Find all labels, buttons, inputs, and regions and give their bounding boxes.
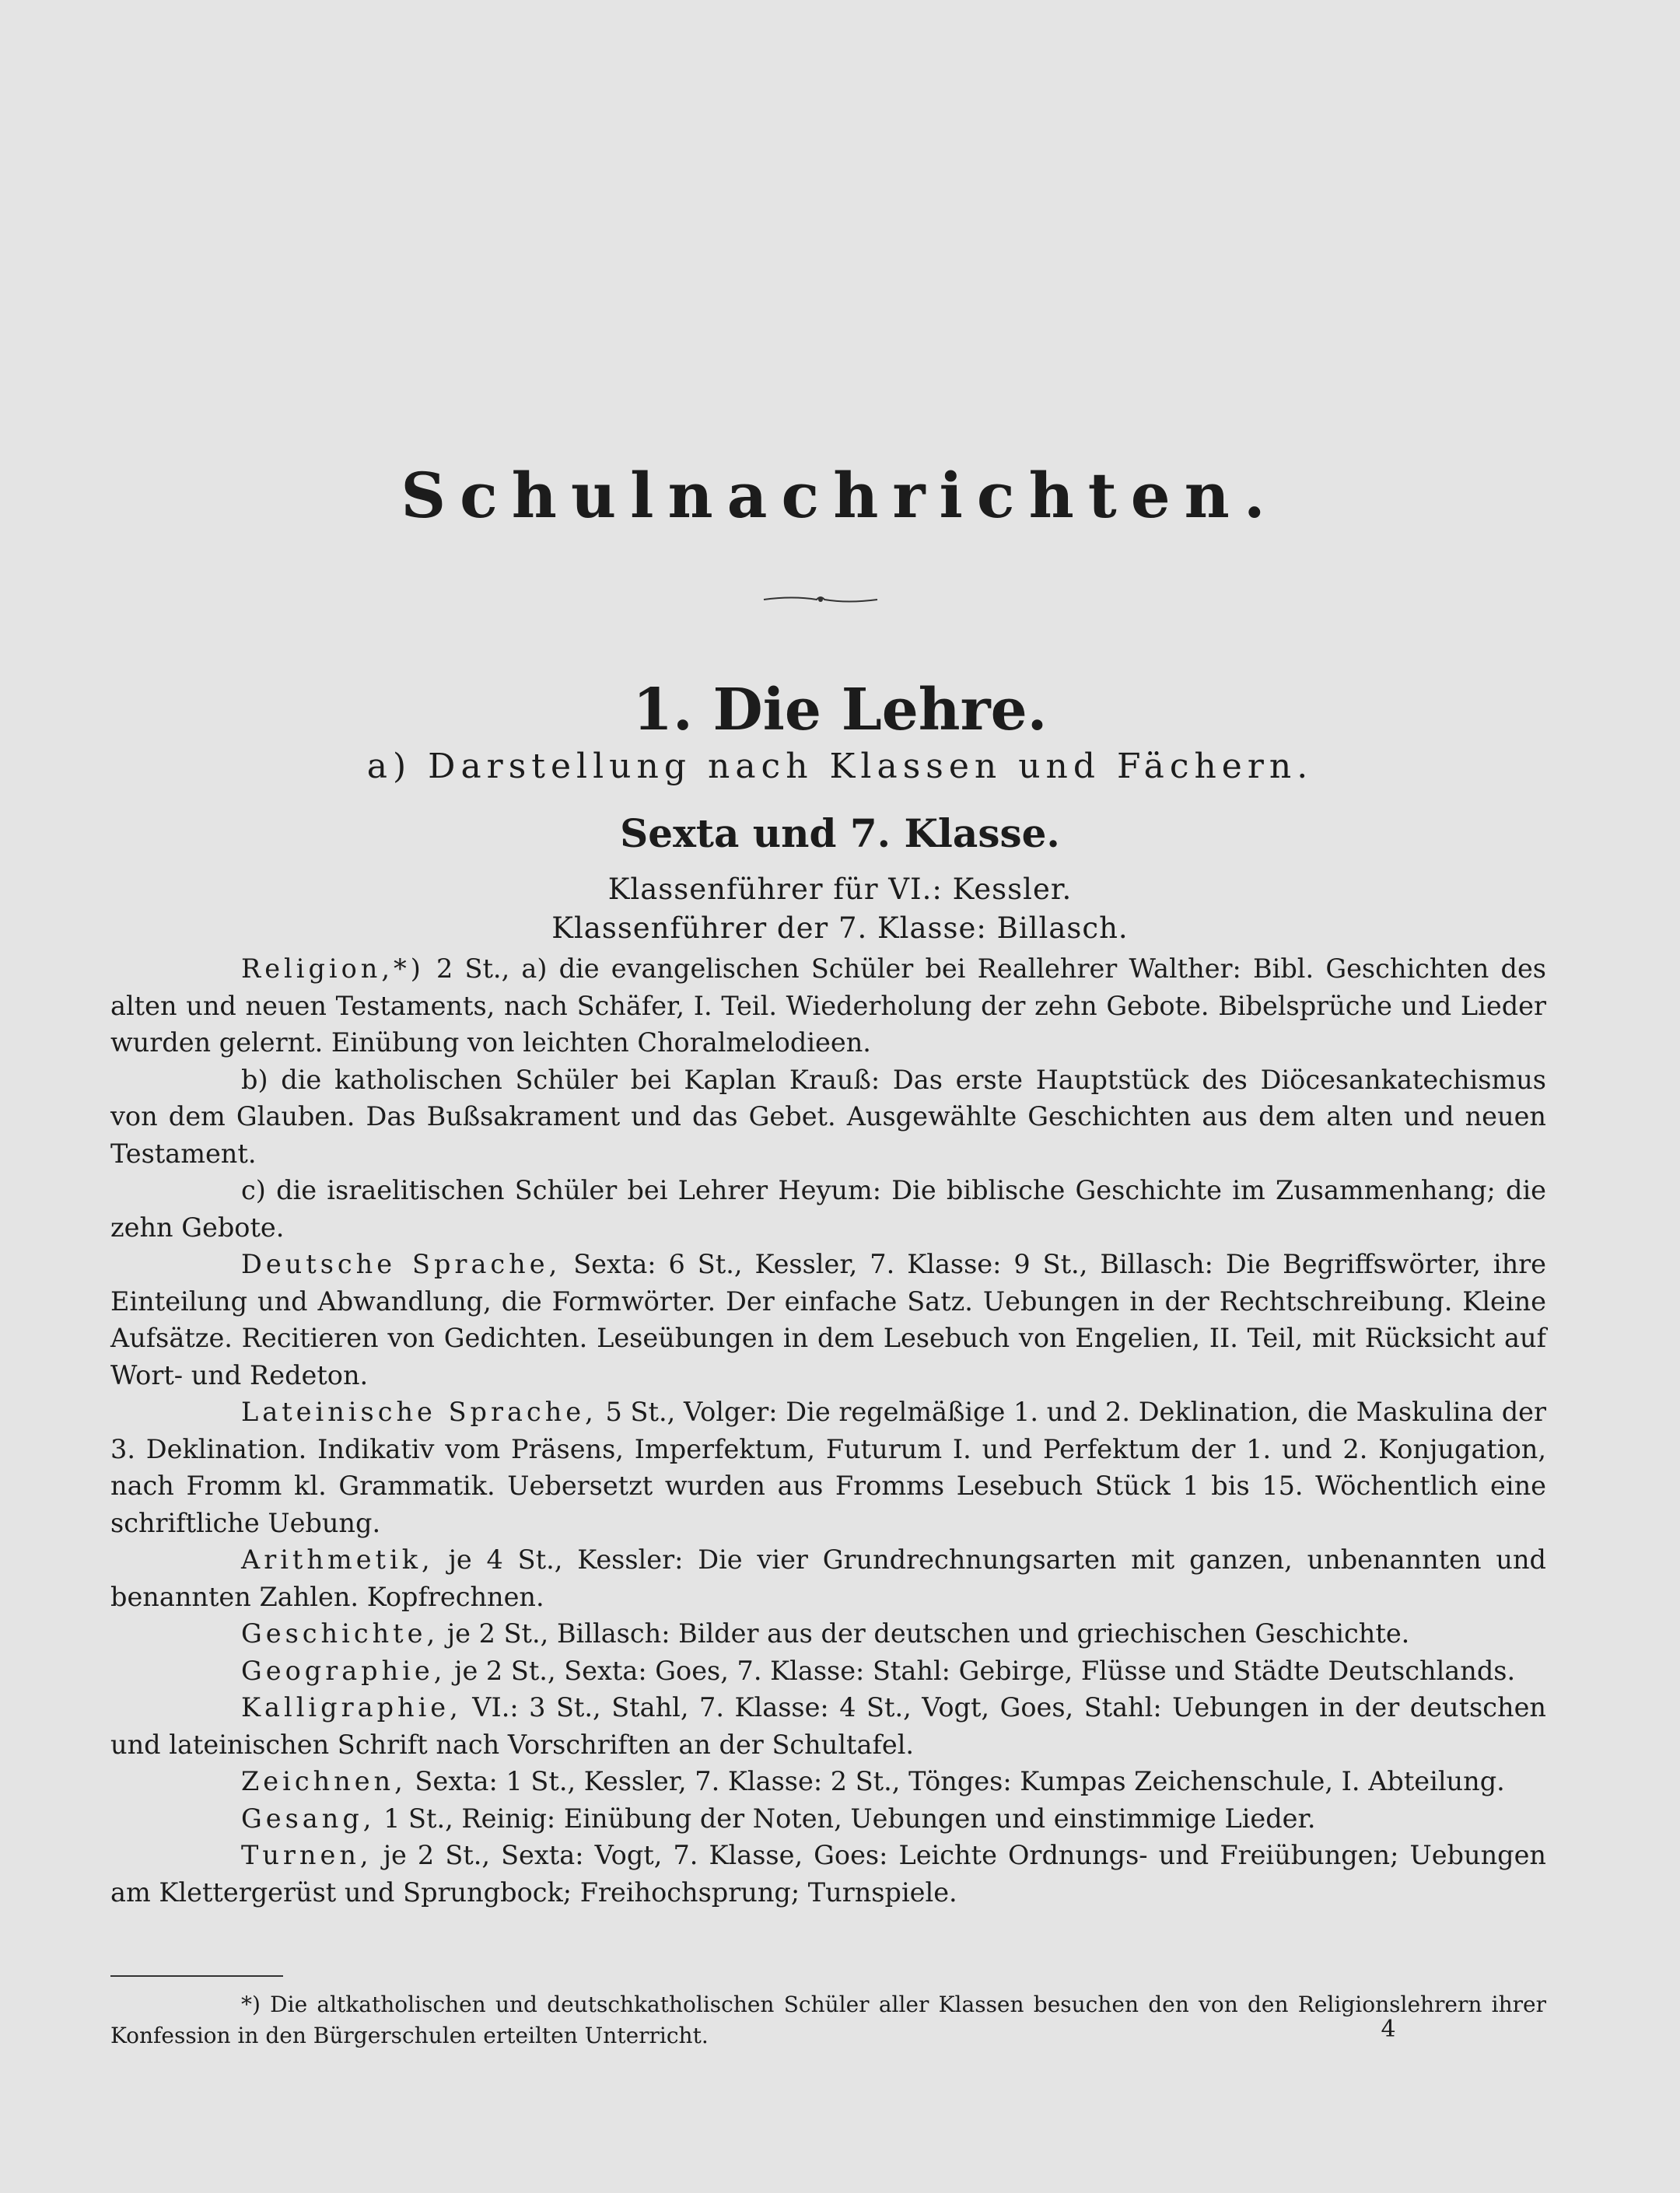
page-title: Schulnachrichten.	[401, 459, 1279, 532]
subject-text: je 4 St., Kessler: Die vier Grundrechnungsarten mit ganzen, unbenannten und benannten Zahlen. Kopfrechnen.	[110, 1544, 1546, 1612]
subject-name: Kalligraphie,	[241, 1692, 462, 1723]
subject-text: Sexta: 6 St., Kessler, 7. Klasse: 9 St., Billasch: Die Begriffswörter, ihre Einteilung und Abwandlung, die Formwörter. Der einfache Satz. Uebungen in der Rechtschreibung. Kleine Aufsätze. Recitieren von Gedichten. Leseübungen in dem Lesebuch von Engelien, II. Teil, mit Rücksicht auf Wort- und Redeton.	[110, 1249, 1546, 1390]
subject-text: je 2 St., Sexta: Goes, 7. Klasse: Stahl: Gebirge, Flüsse und Städte Deutschlands.	[446, 1655, 1516, 1686]
subject-text: 5 St., Volger: Die regelmäßige 1. und 2. Deklination, die Maskulina der 3. Deklination. Indikativ vom Präsens, Imperfektum, Futurum I. und Perfektum der 1. und 2. Konjugation, nach Fromm kl. Grammatik. Uebersetzt wurden aus Fromms Lesebuch Stück 1 bis 15. Wöchentlich eine schriftliche Uebung.	[110, 1397, 1546, 1538]
subject-paragraph	[110, 1615, 1546, 1653]
subject-text: c) die israelitischen Schüler bei Lehrer Heyum: Die biblische Geschichte im Zusammenhang; die zehn Gebote.	[110, 1175, 1546, 1243]
subject-name: Lateinische Sprache,	[241, 1397, 597, 1427]
subject-name: Geographie,	[241, 1655, 446, 1686]
class-heading: Sexta und 7. Klasse.	[620, 810, 1060, 856]
subject-name: Religion,*)	[241, 953, 425, 984]
subject-text: je 2 St., Billasch: Bilder aus der deutschen und griechischen Geschichte.	[439, 1618, 1410, 1649]
subject-paragraph	[110, 1172, 1546, 1246]
class-teacher-line: Klassenführer für VI.: Kessler.	[607, 873, 1073, 906]
subject-name: Gesang,	[241, 1803, 376, 1834]
subject-name: Zeichnen,	[241, 1766, 407, 1796]
subject-paragraph	[110, 950, 1546, 1062]
subject-name: Arithmetik,	[241, 1544, 434, 1575]
subject-text: Sexta: 1 St., Kessler, 7. Klasse: 2 St., Tönges: Kumpas Zeichenschule, I. Abteilung.	[406, 1766, 1505, 1796]
subject-paragraph	[110, 1800, 1546, 1838]
subject-text: 1 St., Reinig: Einübung der Noten, Uebungen und einstimmige Lieder.	[375, 1803, 1316, 1834]
subsection-heading: a) Darstellung nach Klassen und Fächern.	[366, 747, 1314, 786]
ornament-divider	[762, 593, 879, 607]
footnote-rule	[110, 1975, 283, 1977]
subject-name: Geschichte,	[241, 1618, 439, 1649]
subject-text: je 2 St., Sexta: Vogt, 7. Klasse, Goes: Leichte Ordnungs- und Freiübungen; Uebungen am Klettergerüst und Sprungbock; Freihochsprung; Turnspiele.	[110, 1840, 1546, 1908]
subject-paragraph	[110, 1394, 1546, 1541]
subject-text: b) die katholischen Schüler bei Kaplan Krauß: Das erste Hauptstück des Diöcesankatechismus von dem Glauben. Das Bußsakrament und das Gebet. Ausgewählte Geschichten aus dem alten und neuen Testament.	[110, 1064, 1546, 1169]
page-number: 4	[1381, 2016, 1396, 2043]
subject-list	[110, 950, 1546, 1911]
subject-name: Turnen,	[241, 1840, 373, 1870]
class-teacher-line: Klassenführer der 7. Klasse: Billasch.	[551, 911, 1129, 945]
section-heading: 1. Die Lehre.	[632, 677, 1048, 743]
subject-name: Deutsche Sprache,	[241, 1249, 562, 1279]
subject-paragraph	[110, 1763, 1546, 1800]
subject-paragraph	[110, 1062, 1546, 1173]
subject-paragraph	[110, 1246, 1546, 1394]
subject-paragraph	[110, 1689, 1546, 1763]
subject-paragraph	[110, 1541, 1546, 1615]
subject-text: 2 St., a) die evangelischen Schüler bei Reallehrer Walther: Bibl. Geschichten des alten und neuen Testaments, nach Schäfer, I. Teil. Wiederholung der zehn Gebote. Bibelsprüche und Lieder wurden gelernt. Einübung von leichten Choralmelodieen.	[110, 953, 1546, 1058]
footnote: *) Die altkatholischen und deutschkatholischen Schüler aller Klassen besuchen den von den Religionslehrern ihrer Konfession in den Bürgerschulen erteilten Unterricht.	[110, 1992, 1546, 2048]
subject-paragraph	[110, 1837, 1546, 1911]
subject-text: VI.: 3 St., Stahl, 7. Klasse: 4 St., Vogt, Goes, Stahl: Uebungen in der deutschen und lateinischen Schrift nach Vorschriften an der Schultafel.	[110, 1692, 1546, 1760]
subject-paragraph	[110, 1653, 1546, 1690]
